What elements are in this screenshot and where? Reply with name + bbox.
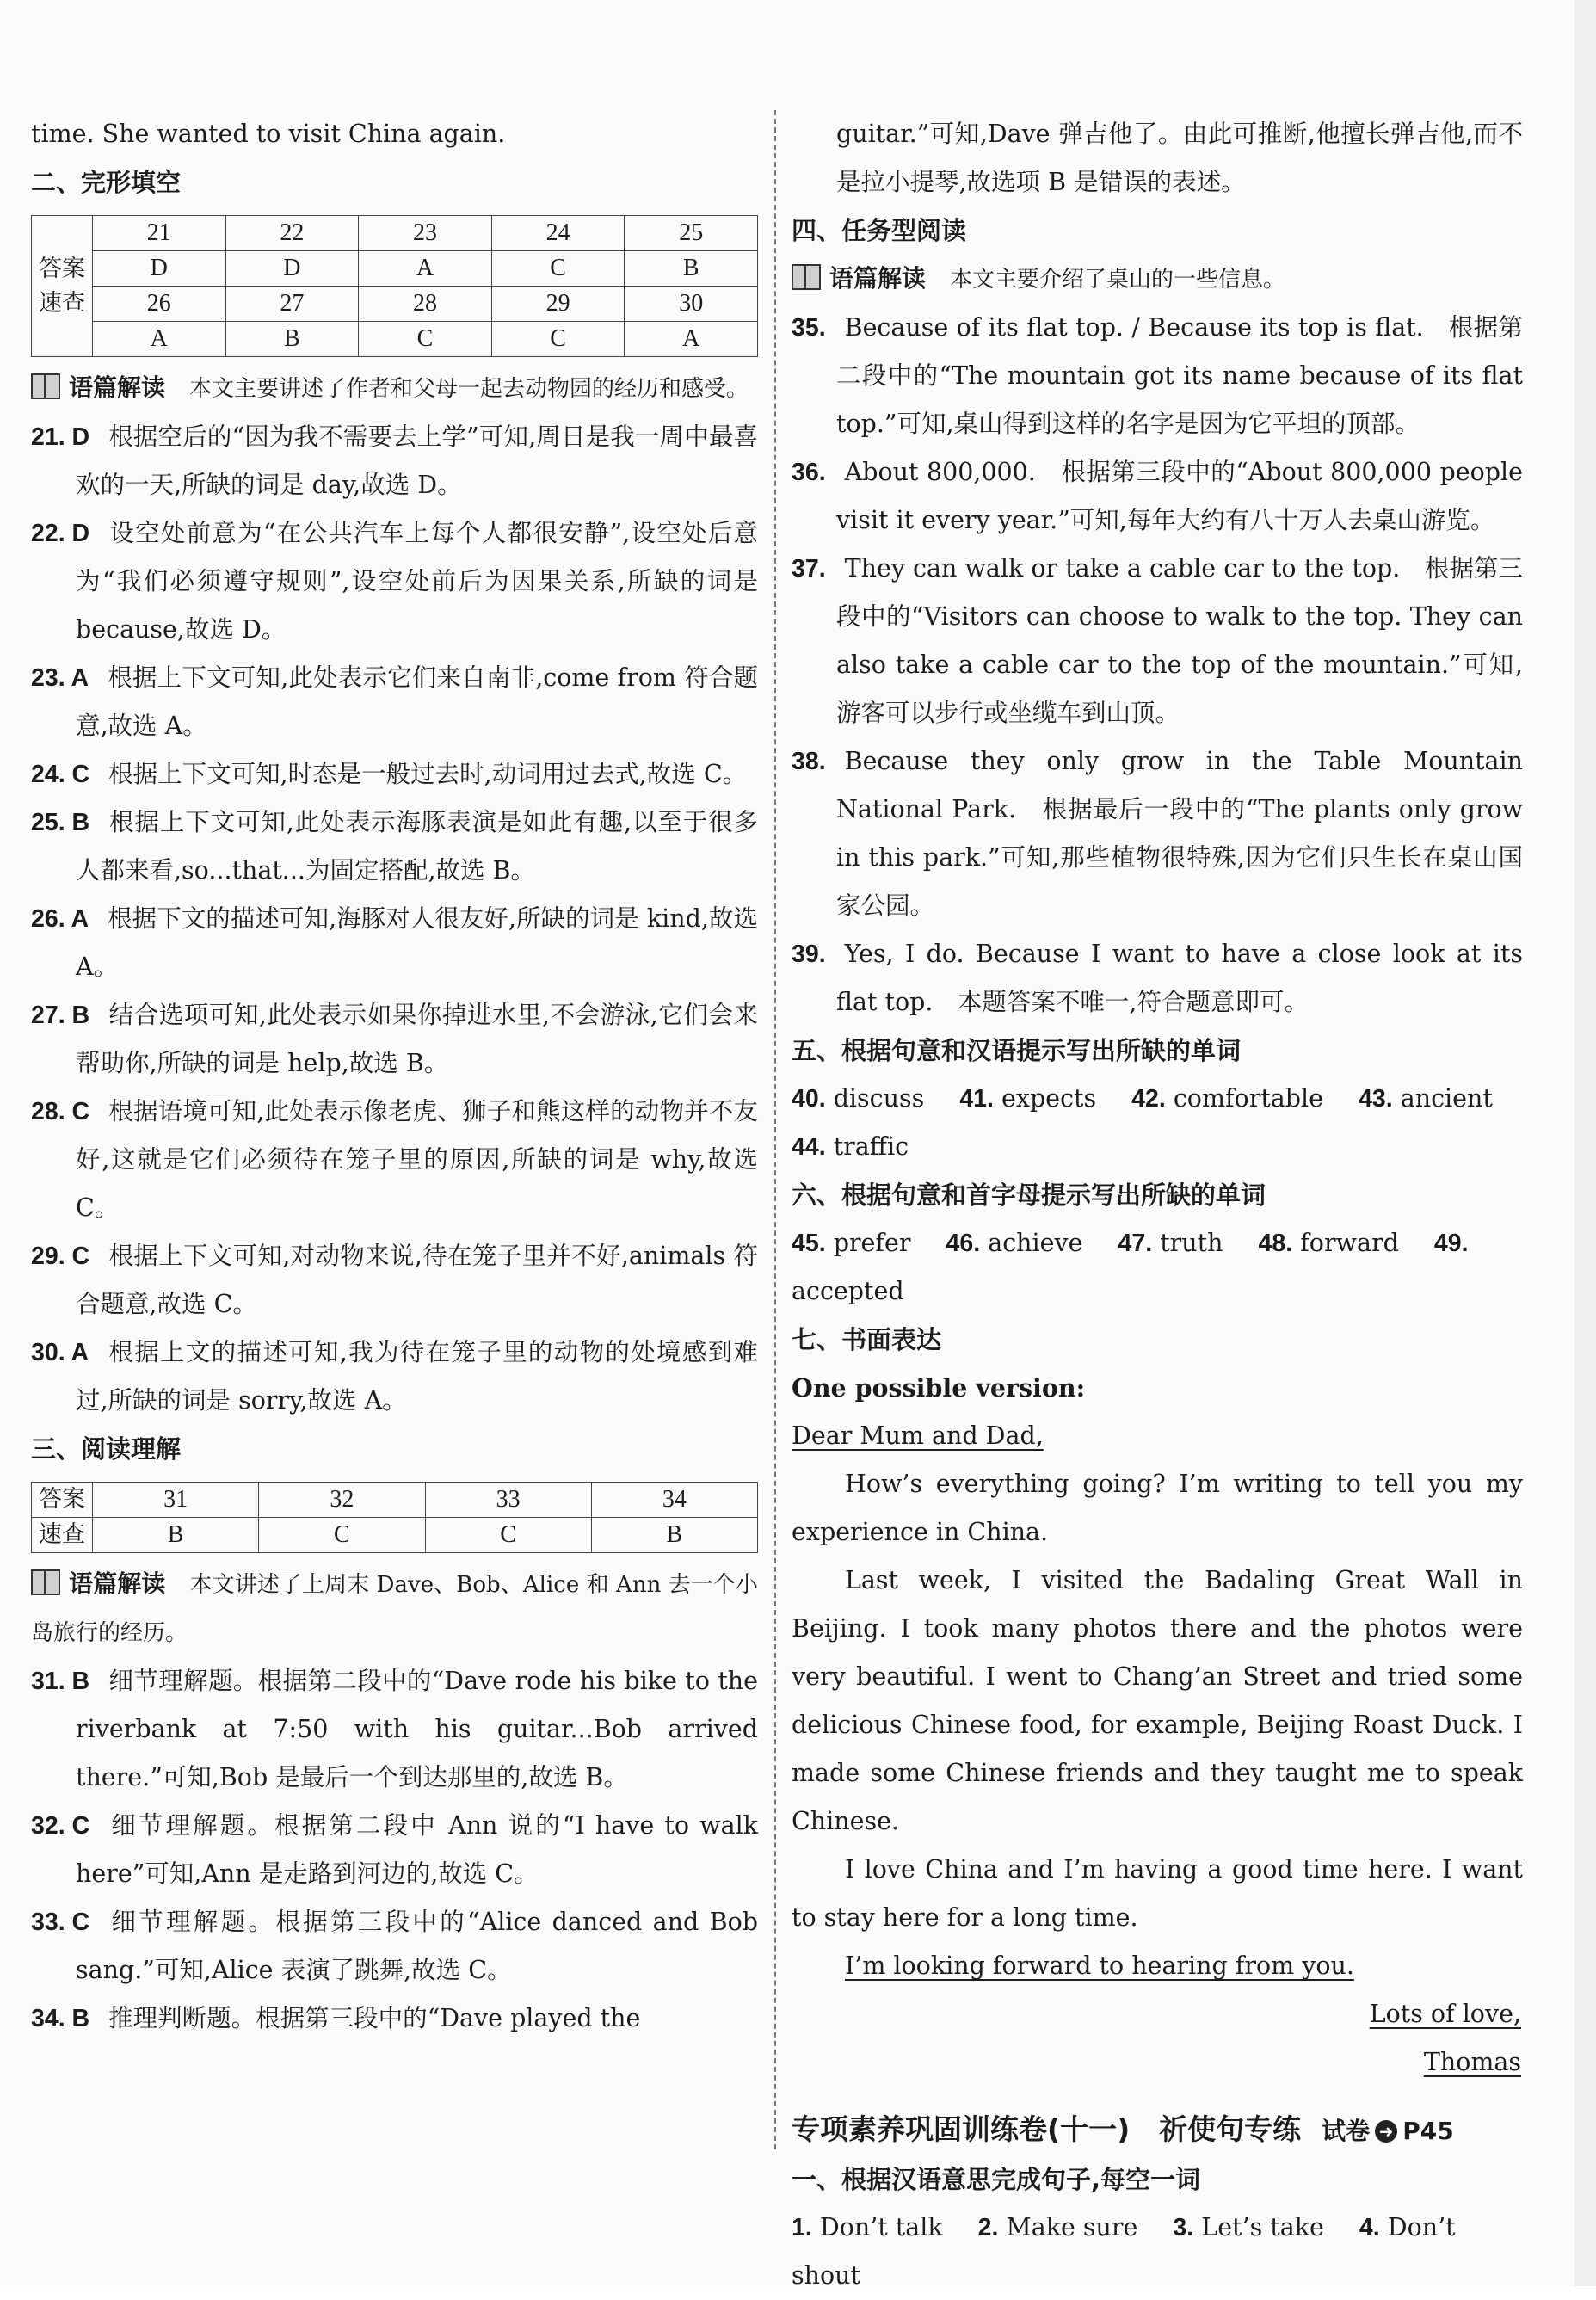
label-line: 速查: [39, 289, 85, 317]
item-word: forward: [1300, 1229, 1399, 1257]
page-edge: [1574, 0, 1596, 2286]
word-answers: [792, 1219, 1523, 1316]
item-number: 38.: [792, 748, 826, 775]
item-number: 37.: [792, 555, 826, 583]
item-word: accepted: [792, 1277, 904, 1305]
answer-table-reading: [31, 1482, 758, 1553]
list-item: [31, 1088, 758, 1232]
passage-note: [31, 1560, 758, 1657]
item-text: 细节理解题。根据第三段中的“Alice danced and Bob sang.”可知,Alice 表演了跳舞,故选 C。: [76, 1908, 758, 1984]
list-item: [1118, 1229, 1223, 1257]
list-item: [31, 895, 758, 991]
item-text: Because they only grow in the Table Mountain National Park. 根据最后一段中的“The plants only grow in this park.”可知,那些植物很特殊,因为它们只生长在桌山国家公园。: [836, 747, 1523, 920]
passage-tag: 语篇解读: [69, 1569, 166, 1598]
table-cell: A: [93, 322, 226, 357]
section-heading-task-reading: 四、任务型阅读: [792, 216, 967, 245]
item-number: 30. A: [31, 1339, 89, 1366]
item-number: 1.: [792, 2214, 812, 2241]
right-column: [792, 110, 1523, 2300]
answer-table-cloze: [31, 215, 758, 357]
item-word: prefer: [833, 1229, 911, 1257]
list-item: [792, 545, 1523, 737]
table-cell: C: [491, 251, 625, 287]
item-number: 44.: [792, 1133, 826, 1161]
arrow-right-icon: ➜: [1375, 2120, 1397, 2143]
passage-tag: 语篇解读: [829, 264, 927, 293]
item-number: 47.: [1118, 1230, 1153, 1257]
list-item: [31, 1802, 758, 1898]
table-cell: 21: [93, 216, 226, 251]
letter-closing-line: I’m looking forward to hearing from you.: [845, 1952, 1354, 1980]
item-number: 33. C: [31, 1908, 90, 1936]
list-item: [31, 654, 758, 750]
item-number: 22. D: [31, 520, 90, 547]
item-text: Yes, I do. Because I want to have a close look at its flat top. 本题答案不唯一,符合题意即可。: [836, 940, 1523, 1016]
letter-salutation: Dear Mum and Dad,: [792, 1421, 1044, 1450]
item-text: 根据语境可知,此处表示像老虎、狮子和熊这样的动物并不友好,这就是它们必须待在笼子里的原因,所缺的词是 why,故选 C。: [76, 1097, 758, 1222]
item-word: traffic: [833, 1132, 909, 1161]
item-text: 细节理解题。根据第二段中 Ann 说的“I have to walk here”可知,Ann 是走路到河边的,故选 C。: [76, 1811, 758, 1888]
table-cell: 22: [225, 216, 359, 251]
item-number: 36.: [792, 459, 826, 486]
table-label: 答案: [32, 1483, 93, 1518]
item-word: achieve: [988, 1229, 1083, 1257]
table-cell: 25: [625, 216, 758, 251]
left-column: [31, 110, 758, 2043]
book-icon: [31, 1569, 60, 1595]
list-item: [31, 413, 758, 509]
item-text: 结合选项可知,此处表示如果你掉进水里,不会游泳,它们会来帮助你,所缺的词是 help,故选 B。: [76, 1001, 758, 1077]
item-number: 41.: [959, 1085, 994, 1113]
item-number: 3.: [1173, 2214, 1194, 2241]
table-cell: 34: [591, 1483, 757, 1518]
table-row: [32, 216, 758, 251]
item-number: 29. C: [31, 1242, 90, 1270]
item-text: Don’t talk: [819, 2213, 943, 2241]
table-row: [32, 1518, 758, 1553]
item-word: truth: [1160, 1229, 1223, 1257]
table-cell: A: [359, 251, 492, 287]
item-text: Make sure: [1006, 2213, 1138, 2241]
list-item: [31, 1329, 758, 1425]
item-number: 26. A: [31, 905, 89, 933]
paper-label: 试卷: [1322, 2117, 1371, 2145]
next-section-title: [792, 2106, 1523, 2155]
letter-signature: Thomas: [1423, 2048, 1521, 2076]
item-number: 23. A: [31, 664, 89, 692]
list-item: [31, 1995, 758, 2043]
table-cell: 24: [491, 216, 625, 251]
intro-line: time. She wanted to visit China again.: [31, 120, 506, 148]
item-text: Don’t shout: [792, 2213, 1456, 2290]
item-text: Let’s take: [1201, 2213, 1324, 2241]
item-number: 45.: [792, 1230, 826, 1257]
item-word: comfortable: [1173, 1084, 1323, 1113]
item-number: 49.: [1433, 1230, 1469, 1257]
list-item: [31, 509, 758, 654]
letter-paragraph: How’s everything going? I’m writing to tell you my experience in China.: [792, 1470, 1523, 1546]
list-item: [31, 799, 758, 895]
table-cell: C: [491, 322, 625, 357]
list-item: [792, 304, 1523, 448]
table-row: [32, 287, 758, 322]
list-item: [792, 2213, 943, 2241]
passage-text: 本文主要介绍了桌山的一些信息。: [950, 267, 1286, 293]
list-item: [31, 991, 758, 1088]
item-number: 46.: [946, 1230, 981, 1257]
table-cell: B: [591, 1518, 757, 1553]
item-number: 21. D: [31, 423, 90, 451]
item-text: 推理判断题。根据第三段中的“Dave played the: [108, 2004, 641, 2032]
item-number: 42.: [1131, 1085, 1166, 1113]
version-label: One possible version:: [792, 1373, 1086, 1403]
table-cell: 27: [225, 287, 359, 322]
item-text: 根据上下文可知,此处表示海豚表演是如此有趣,以至于很多人都来看,so...that...为固定搭配,故选 B。: [76, 808, 758, 885]
list-item: [31, 1898, 758, 1995]
table-cell: 29: [491, 287, 625, 322]
item-number: 34. B: [31, 2005, 90, 2032]
item-text: 根据上文的描述可知,我为待在笼子里的动物的处境感到难过,所缺的词是 sorry,故选 A。: [76, 1338, 758, 1415]
item-text: 根据上下文可知,对动物来说,待在笼子里并不好,animals 符合题意,故选 C。: [76, 1242, 758, 1318]
item-word: expects: [1001, 1084, 1097, 1113]
list-item: [31, 1657, 758, 1802]
table-cell: D: [225, 251, 359, 287]
table-row: [32, 251, 758, 287]
table-cell: 28: [359, 287, 492, 322]
item-number: 40.: [792, 1085, 826, 1113]
item-text: 细节理解题。根据第二段中的“Dave rode his bike to the riverbank at 7:50 with his guitar...Bob arrived there.”可知,Bob 是最后一个到达那里的,故选 B。: [76, 1667, 758, 1791]
table-row: [32, 1483, 758, 1518]
table-cell: C: [425, 1518, 591, 1553]
item-text: About 800,000. 根据第三段中的“About 800,000 people visit it every year.”可知,每年大约有八十万人去桌山游览。: [836, 458, 1523, 534]
item-number: 35.: [792, 314, 826, 342]
item-text: Because of its flat top. / Because its top is flat. 根据第二段中的“The mountain got its name because of its flat top.”可知,桌山得到这样的名字是因为它平坦的顶部。: [836, 313, 1523, 438]
item-word: discuss: [833, 1084, 925, 1113]
item-number: 2.: [977, 2214, 999, 2241]
list-item: [978, 2213, 1138, 2241]
list-item: [31, 1232, 758, 1329]
word-answers: [792, 1075, 1523, 1171]
item-number: 32. C: [31, 1812, 90, 1840]
section-heading-writing: 七、书面表达: [792, 1325, 942, 1354]
table-label: [32, 216, 93, 357]
section-heading-initial-letters: 六、根据句意和首字母提示写出所缺的单词: [792, 1181, 1266, 1210]
list-item: [1173, 2213, 1323, 2241]
item-number: 4.: [1359, 2214, 1380, 2241]
item-text: 根据下文的描述可知,海豚对人很友好,所缺的词是 kind,故选 A。: [76, 904, 758, 981]
passage-text: 本文主要讲述了作者和父母一起去动物园的经历和感受。: [189, 376, 749, 402]
passage-tag: 语篇解读: [69, 373, 166, 402]
column-divider: [774, 110, 776, 2149]
list-item: [959, 1084, 1096, 1113]
section-title: 专项素养巩固训练卷(十一): [792, 2112, 1131, 2146]
item-text: They can walk or take a cable car to the top. 根据第三段中的“Visitors can choose to walk to the top. They can also take a cable car to the top of the mountain.”可知,游客可以步行或坐缆车到山顶。: [836, 554, 1523, 727]
passage-note: [792, 255, 1523, 304]
table-cell: 33: [425, 1483, 591, 1518]
list-item: [946, 1229, 1083, 1257]
list-item: [1359, 1084, 1493, 1113]
paper-reference: [1322, 2117, 1454, 2145]
letter-signoff: Lots of love,: [1369, 2000, 1521, 2028]
item-number: 43.: [1359, 1085, 1393, 1113]
letter-paragraph: Last week, I visited the Badaling Great Wall in Beijing. I took many photos there and the photos were very beautiful. I went to Chang’an Street and tried some delicious Chinese food, for example, Beijing Roast Duck. I made some Chinese friends and they taught me to speak Chinese.: [792, 1566, 1523, 1835]
item-number: 48.: [1258, 1230, 1293, 1257]
table-cell: D: [93, 251, 226, 287]
table-cell: 31: [93, 1483, 259, 1518]
table-cell: 26: [93, 287, 226, 322]
sentence-answers: [792, 2204, 1523, 2300]
list-item: [792, 448, 1523, 545]
list-item: [1131, 1084, 1323, 1113]
section-heading-chinese-hints: 五、根据句意和汉语提示写出所缺的单词: [792, 1036, 1242, 1065]
item-text: 根据空后的“因为我不需要去上学”可知,周日是我一周中最喜欢的一天,所缺的词是 day,故选 D。: [76, 422, 758, 499]
list-item: [1259, 1229, 1399, 1257]
list-item: [792, 1132, 909, 1161]
table-cell: C: [359, 322, 492, 357]
paper-page: P45: [1402, 2117, 1454, 2145]
table-cell: B: [93, 1518, 259, 1553]
item-number: 25. B: [31, 809, 90, 836]
item-number: 28. C: [31, 1098, 90, 1125]
item-word: ancient: [1400, 1084, 1493, 1113]
continued-text: guitar.”可知,Dave 弹吉他了。由此可推断,他擅长弹吉他,而不是拉小提琴,故选项 B 是错误的表述。: [836, 120, 1523, 196]
table-cell: B: [625, 251, 758, 287]
item-number: 31. B: [31, 1668, 90, 1695]
passage-note: [31, 364, 758, 413]
section-heading-cloze: 二、完形填空: [31, 168, 182, 197]
table-cell: C: [259, 1518, 425, 1553]
list-item: [792, 930, 1523, 1027]
book-icon: [31, 373, 60, 399]
cloze-explanations: [31, 413, 758, 1425]
list-item: [31, 750, 758, 799]
list-item: [792, 737, 1523, 930]
section-heading-complete-sentences: 一、根据汉语意思完成句子,每空一词: [792, 2165, 1201, 2194]
table-cell: B: [225, 322, 359, 357]
item-number: 27. B: [31, 1002, 90, 1029]
model-letter: [792, 1364, 1523, 2087]
item-number: 39.: [792, 940, 826, 968]
table-row: [32, 322, 758, 357]
passage-text: 本文讲述了上周末 Dave、Bob、Alice 和 Ann 去一个小岛旅行的经历。: [31, 1572, 758, 1646]
label-line: 答案: [39, 255, 85, 282]
table-label: 速查: [32, 1518, 93, 1553]
item-number: 24. C: [31, 761, 90, 788]
task-reading-answers: [792, 304, 1523, 1027]
letter-paragraph: I love China and I’m having a good time here. I want to stay here for a long time.: [792, 1855, 1523, 1932]
item-text: 根据上下文可知,时态是一般过去时,动词用过去式,故选 C。: [108, 760, 748, 788]
table-cell: 30: [625, 287, 758, 322]
section-subtitle: 祈使句专练: [1159, 2112, 1302, 2146]
list-item: [792, 1084, 924, 1113]
book-icon: [792, 264, 821, 290]
section-heading-reading: 三、阅读理解: [31, 1434, 182, 1464]
table-cell: 23: [359, 216, 492, 251]
item-text: 设空处前意为“在公共汽车上每个人都很安静”,设空处后意为“我们必须遵守规则”,设空处前后为因果关系,所缺的词是 because,故选 D。: [76, 519, 758, 644]
table-cell: A: [625, 322, 758, 357]
reading-explanations: [31, 1657, 758, 2043]
item-text: 根据上下文可知,此处表示它们来自南非,come from 符合题意,故选 A。: [76, 663, 758, 740]
table-cell: 32: [259, 1483, 425, 1518]
list-item: [792, 1229, 910, 1257]
